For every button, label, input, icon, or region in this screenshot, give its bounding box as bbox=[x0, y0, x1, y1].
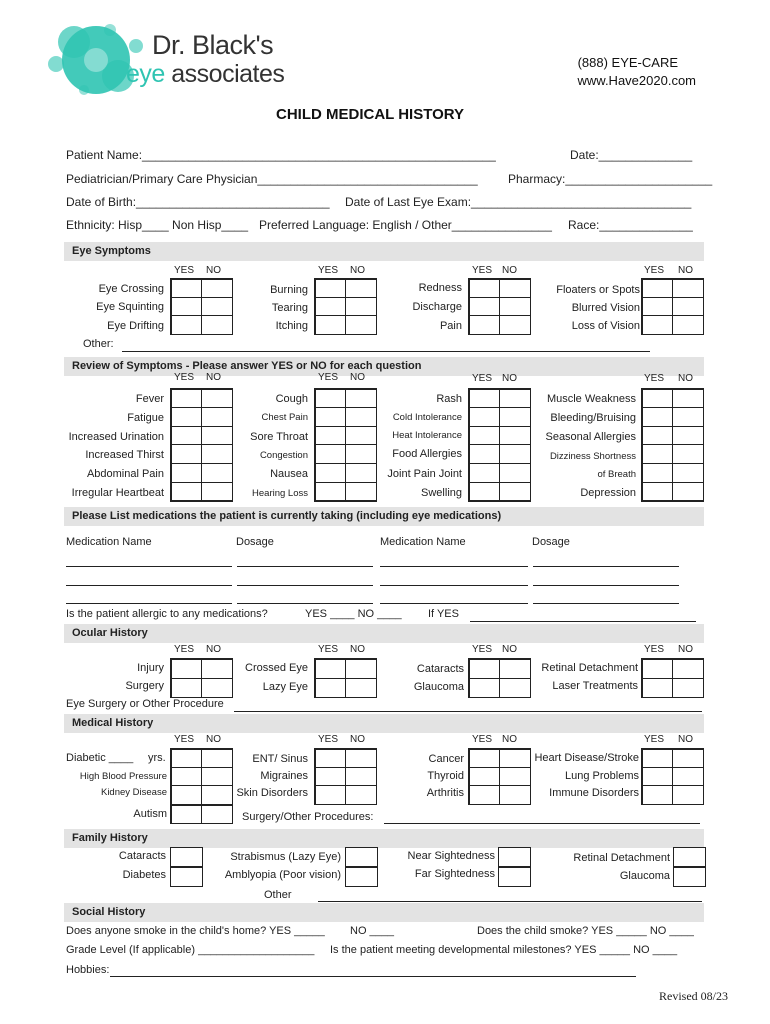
yes-header: YES bbox=[318, 372, 339, 383]
autism-label: Autism bbox=[133, 808, 167, 820]
no-header: NO bbox=[502, 644, 517, 655]
phone: (888) EYE-CARE bbox=[577, 55, 678, 70]
milestones-question[interactable]: Is the patient meeting developmental milestones? YES _____ NO ____ bbox=[330, 944, 678, 956]
dose-line[interactable] bbox=[237, 585, 373, 586]
no-header: NO bbox=[206, 644, 221, 655]
nausea-label: Nausea bbox=[270, 468, 308, 480]
surgery-label: Surgery bbox=[125, 680, 164, 692]
heat-intolerance-label: Heat Intolerance bbox=[392, 430, 462, 441]
no-header: NO bbox=[206, 734, 221, 745]
dose-line[interactable] bbox=[533, 566, 679, 567]
yrs-label: yrs. bbox=[148, 752, 166, 764]
skin-disorders-label: Skin Disorders bbox=[236, 787, 308, 799]
date-field[interactable]: Date:______________ bbox=[570, 148, 693, 162]
surgery-procedures-label: Surgery/Other Procedures: bbox=[242, 811, 374, 823]
heart-disease-label: Heart Disease/Stroke bbox=[534, 752, 639, 764]
form-title: CHILD MEDICAL HISTORY bbox=[276, 106, 465, 123]
ocular-grid-2[interactable] bbox=[314, 658, 377, 698]
discharge-label: Discharge bbox=[412, 301, 462, 313]
floaters-label: Floaters or Spots bbox=[556, 284, 640, 296]
loss-vision-label: Loss of Vision bbox=[571, 320, 640, 332]
sore-throat-label: Sore Throat bbox=[250, 431, 308, 443]
yes-header: YES bbox=[318, 734, 339, 745]
dosage-header-2: Dosage bbox=[532, 536, 570, 548]
no-header: NO bbox=[502, 373, 517, 384]
burning-label: Burning bbox=[270, 284, 308, 296]
depression-label: Depression bbox=[580, 487, 636, 499]
grade-level-field[interactable]: Grade Level (If applicable) ___________________ bbox=[66, 944, 315, 956]
last-exam-field[interactable]: Date of Last Eye Exam:_________________________________ bbox=[345, 195, 692, 209]
no-header: NO bbox=[350, 265, 365, 276]
itching-label: Itching bbox=[275, 320, 308, 332]
medical-heading: Medical History bbox=[72, 717, 154, 729]
yes-header: YES bbox=[644, 734, 665, 745]
tearing-label: Tearing bbox=[271, 302, 308, 314]
abdominal-pain-label: Abdominal Pain bbox=[86, 468, 164, 480]
joint-pain-label: Joint Pain Joint bbox=[387, 468, 462, 480]
lung-problems-label: Lung Problems bbox=[565, 770, 639, 782]
family-cataracts-label: Cataracts bbox=[118, 850, 166, 862]
smoke-home-question[interactable]: Does anyone smoke in the child's home? YES _____ bbox=[66, 925, 325, 937]
pain-label: Pain bbox=[439, 320, 462, 332]
ent-sinus-label: ENT/ Sinus bbox=[252, 753, 308, 765]
eye-squinting-label: Eye Squinting bbox=[96, 301, 164, 313]
yes-header: YES bbox=[174, 734, 195, 745]
med-line[interactable] bbox=[66, 585, 232, 586]
eye-other-line[interactable] bbox=[122, 351, 650, 352]
ocular-grid-3[interactable] bbox=[468, 658, 531, 698]
yes-header: YES bbox=[644, 644, 665, 655]
eye-other-label: Other: bbox=[83, 338, 114, 350]
food-allergies-label: Food Allergies bbox=[392, 448, 462, 460]
review-grid-3[interactable] bbox=[468, 388, 531, 502]
family-diabetes-box[interactable] bbox=[170, 867, 203, 887]
family-near-box[interactable] bbox=[498, 847, 531, 867]
amblyopia-label: Amblyopia (Poor vision) bbox=[224, 869, 341, 881]
blurred-label: Blurred Vision bbox=[571, 302, 640, 314]
dizziness-label: Dizziness Shortness bbox=[549, 451, 636, 462]
race-field[interactable]: Race:______________ bbox=[568, 218, 693, 232]
eye-grid-2[interactable] bbox=[314, 278, 377, 335]
social-heading: Social History bbox=[72, 906, 146, 918]
cancer-label: Cancer bbox=[428, 753, 464, 765]
medical-grid-3[interactable] bbox=[468, 748, 531, 805]
eye-symptoms-heading: Eye Symptoms bbox=[72, 245, 151, 257]
migraines-label: Migraines bbox=[260, 770, 308, 782]
smoke-home-no[interactable]: NO ____ bbox=[350, 925, 395, 937]
medications-band bbox=[64, 507, 704, 526]
med-line[interactable] bbox=[380, 566, 528, 567]
yes-header: YES bbox=[174, 265, 195, 276]
family-cataracts-box[interactable] bbox=[170, 847, 203, 867]
no-header: NO bbox=[678, 644, 693, 655]
patient-name-field[interactable]: Patient Name:_____________________________________________________ bbox=[66, 148, 496, 162]
family-diabetes-label: Diabetes bbox=[122, 869, 166, 881]
logo-subtitle bbox=[126, 60, 284, 89]
medical-grid-4[interactable] bbox=[641, 748, 704, 805]
medical-band bbox=[64, 714, 704, 733]
family-retinal-box[interactable] bbox=[673, 847, 706, 867]
of-breath-label: of Breath bbox=[597, 469, 636, 480]
increased-urination-label: Increased Urination bbox=[68, 431, 164, 443]
cough-label: Cough bbox=[275, 393, 308, 405]
physician-field[interactable]: Pediatrician/Primary Care Physician_________________________________ bbox=[66, 172, 478, 186]
far-sightedness-label: Far Sightedness bbox=[414, 868, 495, 880]
no-header: NO bbox=[206, 372, 221, 383]
no-header: NO bbox=[206, 265, 221, 276]
increased-thirst-label: Increased Thirst bbox=[85, 449, 164, 461]
family-glaucoma-box[interactable] bbox=[673, 867, 706, 887]
fatigue-label: Fatigue bbox=[127, 412, 164, 424]
review-grid-4[interactable] bbox=[641, 388, 704, 502]
yes-header: YES bbox=[644, 265, 665, 276]
family-far-box[interactable] bbox=[498, 867, 531, 887]
hobbies-line[interactable] bbox=[110, 976, 636, 977]
injury-label: Injury bbox=[137, 662, 164, 674]
ocular-heading: Ocular History bbox=[72, 627, 148, 639]
bleeding-label: Bleeding/Bruising bbox=[550, 412, 636, 424]
seasonal-allergies-label: Seasonal Allergies bbox=[545, 431, 636, 443]
eye-grid-4[interactable] bbox=[641, 278, 704, 335]
ocular-grid-1[interactable] bbox=[170, 658, 233, 698]
pharmacy-field[interactable]: Pharmacy:______________________ bbox=[508, 172, 713, 186]
allergic-question: Is the patient allergic to any medications? bbox=[66, 608, 268, 620]
review-band bbox=[64, 357, 704, 376]
medical-grid-2[interactable] bbox=[314, 748, 377, 805]
review-heading: Review of Symptoms - Please answer YES or NO for each question bbox=[72, 360, 422, 372]
dob-field[interactable]: Date of Birth:_____________________________ bbox=[66, 195, 330, 209]
yes-header: YES bbox=[472, 644, 493, 655]
med-line[interactable] bbox=[380, 585, 528, 586]
yes-header: YES bbox=[644, 373, 665, 384]
no-header: NO bbox=[678, 265, 693, 276]
laser-treatments-label: Laser Treatments bbox=[552, 680, 638, 692]
dose-line[interactable] bbox=[533, 585, 679, 586]
medical-grid-1[interactable] bbox=[170, 748, 233, 805]
swelling-label: Swelling bbox=[421, 487, 462, 499]
med-line[interactable] bbox=[380, 603, 528, 604]
yes-header: YES bbox=[318, 265, 339, 276]
no-header: NO bbox=[350, 644, 365, 655]
immune-disorders-label: Immune Disorders bbox=[549, 787, 639, 799]
no-header: NO bbox=[678, 734, 693, 745]
chest-pain-label: Chest Pain bbox=[261, 412, 308, 423]
crossed-eye-label: Crossed Eye bbox=[245, 662, 308, 674]
child-smoke-question[interactable]: Does the child smoke? YES _____ NO ____ bbox=[477, 925, 694, 937]
family-other-label: Other bbox=[264, 889, 292, 901]
yes-header: YES bbox=[472, 373, 493, 384]
dose-line[interactable] bbox=[237, 603, 373, 604]
family-glaucoma-label: Glaucoma bbox=[619, 870, 670, 882]
family-strabismus-box[interactable] bbox=[345, 847, 378, 867]
ocular-grid-4[interactable] bbox=[641, 658, 704, 698]
yes-header: YES bbox=[318, 644, 339, 655]
no-header: NO bbox=[350, 372, 365, 383]
logo-name: Dr. Black's bbox=[152, 30, 274, 60]
yes-header: YES bbox=[174, 372, 195, 383]
family-retinal-label: Retinal Detachment bbox=[573, 852, 670, 864]
ocular-band bbox=[64, 624, 704, 643]
allergic-yes-no[interactable]: YES ____ NO ____ bbox=[305, 608, 402, 620]
strabismus-label: Strabismus (Lazy Eye) bbox=[230, 851, 341, 863]
medications-heading: Please List medications the patient is currently taking (including eye medications) bbox=[72, 510, 502, 522]
review-grid-1[interactable] bbox=[170, 388, 233, 502]
med-name-header: Medication Name bbox=[66, 536, 152, 548]
rash-label: Rash bbox=[436, 393, 462, 405]
eye-surgery-line[interactable] bbox=[234, 711, 702, 712]
glaucoma-label: Glaucoma bbox=[413, 681, 464, 693]
no-header: NO bbox=[502, 734, 517, 745]
eye-grid-1[interactable] bbox=[170, 278, 233, 335]
no-header: NO bbox=[678, 373, 693, 384]
review-grid-2[interactable] bbox=[314, 388, 377, 502]
diabetic-label[interactable]: Diabetic ____ bbox=[66, 752, 134, 764]
eye-grid-3[interactable] bbox=[468, 278, 531, 335]
cold-intolerance-label: Cold Intolerance bbox=[392, 412, 462, 423]
med-line[interactable] bbox=[66, 603, 232, 604]
irregular-heartbeat-label: Irregular Heartbeat bbox=[71, 487, 164, 499]
kidney-label: Kidney Disease bbox=[100, 787, 167, 798]
language-field[interactable]: Preferred Language: English / Other_______________ bbox=[259, 218, 552, 232]
surgery-procedures-line[interactable] bbox=[384, 823, 700, 824]
near-sightedness-label: Near Sightedness bbox=[407, 850, 495, 862]
social-band bbox=[64, 903, 704, 922]
retinal-detachment-label: Retinal Detachment bbox=[541, 662, 638, 674]
eye-drifting-label: Eye Drifting bbox=[107, 320, 164, 332]
family-amblyopia-box[interactable] bbox=[345, 867, 378, 887]
family-band bbox=[64, 829, 704, 848]
dose-line[interactable] bbox=[237, 566, 373, 567]
yes-header: YES bbox=[472, 734, 493, 745]
no-header: NO bbox=[502, 265, 517, 276]
if-yes-label: If YES bbox=[428, 608, 459, 620]
arthritis-label: Arthritis bbox=[426, 787, 464, 799]
lazy-eye-label: Lazy Eye bbox=[262, 681, 308, 693]
yes-header: YES bbox=[472, 265, 493, 276]
revised-note: Revised 08/23 bbox=[659, 989, 728, 1003]
redness-label: Redness bbox=[418, 282, 462, 294]
congestion-label: Congestion bbox=[259, 450, 308, 461]
no-header: NO bbox=[350, 734, 365, 745]
med-name-header-2: Medication Name bbox=[380, 536, 466, 548]
logo-eye-word: eye bbox=[126, 60, 165, 88]
dosage-header: Dosage bbox=[236, 536, 274, 548]
if-yes-line[interactable] bbox=[470, 621, 696, 622]
muscle-weakness-label: Muscle Weakness bbox=[546, 393, 636, 405]
med-line[interactable] bbox=[66, 566, 232, 567]
dose-line[interactable] bbox=[533, 603, 679, 604]
hearing-loss-label: Hearing Loss bbox=[252, 488, 308, 499]
hobbies-label: Hobbies: bbox=[66, 964, 110, 976]
ethnicity-field[interactable]: Ethnicity: Hisp____ Non Hisp____ bbox=[66, 218, 249, 232]
family-other-line[interactable] bbox=[318, 901, 702, 902]
logo-associates-word: associates bbox=[171, 60, 285, 88]
eye-surgery-label: Eye Surgery or Other Procedure bbox=[66, 698, 224, 710]
autism-grid[interactable] bbox=[170, 804, 233, 824]
high-bp-label: High Blood Pressure bbox=[79, 771, 167, 782]
yes-header: YES bbox=[174, 644, 195, 655]
website: www.Have2020.com bbox=[577, 73, 696, 88]
cataracts-label: Cataracts bbox=[416, 663, 464, 675]
eye-symptoms-band bbox=[64, 242, 704, 261]
thyroid-label: Thyroid bbox=[427, 770, 464, 782]
family-heading: Family History bbox=[72, 832, 148, 844]
eye-crossing-label: Eye Crossing bbox=[98, 283, 164, 295]
fever-label: Fever bbox=[135, 393, 164, 405]
